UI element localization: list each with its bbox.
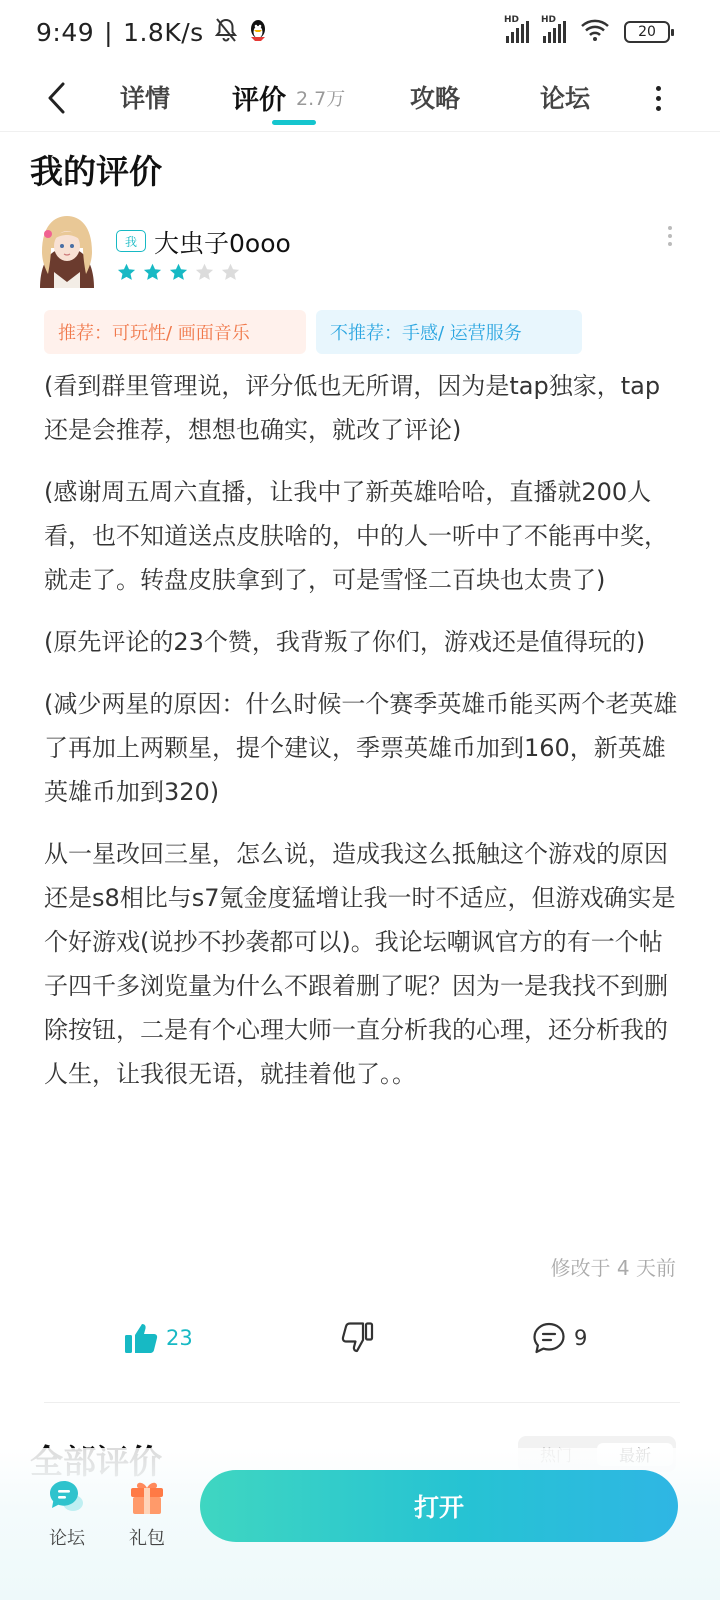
star-rating — [116, 262, 241, 283]
tab-forum[interactable]: 论坛 — [540, 84, 591, 113]
review-body — [44, 364, 680, 1114]
mute-bell-icon — [214, 17, 238, 47]
username[interactable]: 大虫子0ooo — [154, 229, 291, 258]
review-paragraph: (原先评论的23个赞，我背叛了你们，游戏还是值得玩的) — [44, 628, 646, 656]
top-navigation — [0, 64, 720, 132]
bottom-bar — [0, 1448, 720, 1600]
star-filled-icon — [168, 262, 189, 283]
comment-button[interactable] — [532, 1322, 587, 1354]
tab-reviews-label: 评价 — [232, 84, 286, 116]
forum-label: 论坛 — [49, 1528, 85, 1549]
thumbs-down-icon — [340, 1322, 374, 1354]
gift-label: 礼包 — [129, 1528, 165, 1549]
modified-time: 修改于 4 天前 — [550, 1256, 676, 1280]
forum-chat-icon — [48, 1478, 86, 1516]
thumbs-up-icon — [124, 1322, 158, 1354]
tab-guides[interactable]: 攻略 — [410, 84, 461, 113]
network-speed: 1.8K/s — [123, 17, 204, 47]
cellular-signal-1-icon: HD — [506, 21, 529, 43]
more-options-button[interactable] — [648, 78, 668, 118]
star-filled-icon — [142, 262, 163, 283]
gift-icon — [128, 1478, 166, 1516]
star-empty-icon — [194, 262, 215, 283]
review-count: 2.7万 — [296, 87, 346, 110]
status-time: 9:49 — [36, 17, 95, 47]
dislike-button[interactable] — [340, 1322, 374, 1354]
open-app-button[interactable]: 打开 — [200, 1470, 678, 1542]
gift-button[interactable] — [112, 1478, 182, 1550]
my-review-title: 我的评价 — [30, 152, 162, 191]
not-recommend-tag: 不推荐：手感/ 运营服务 — [316, 310, 582, 354]
divider — [44, 1402, 680, 1403]
star-filled-icon — [116, 262, 137, 283]
back-button[interactable] — [36, 76, 76, 120]
review-paragraph: (减少两星的原因：什么时候一个赛季英雄币能买两个老英雄了再加上两颗星，提个建议，季票英雄币加到160，新英雄英雄币加到320) — [44, 690, 678, 806]
star-empty-icon — [220, 262, 241, 283]
review-paragraph: 从一星改回三星，怎么说，造成我这么抵触这个游戏的原因还是s8相比与s7氪金度猛增让我一时不适应，但游戏确实是个好游戏(说抄不抄袭都可以)。我论坛嘲讽官方的有一个帖子四千多浏览量为什么不跟着删了呢？因为一是我找不到删除按钮，二是有个心理大师一直分析我的心理，还分析我的人生，让我很无语，就挂着他了。。 — [44, 840, 676, 1088]
like-button[interactable] — [124, 1322, 193, 1354]
avatar[interactable] — [32, 212, 102, 288]
active-tab-indicator — [272, 120, 316, 125]
tab-details[interactable]: 详情 — [120, 84, 171, 113]
cellular-signal-2-icon: HD — [543, 21, 566, 43]
status-separator: | — [104, 17, 114, 47]
tab-reviews[interactable] — [232, 74, 345, 120]
status-bar — [0, 0, 720, 64]
review-more-button[interactable] — [664, 226, 676, 252]
review-paragraph: (看到群里管理说，评分低也无所谓，因为是tap独家，tap还是会推荐，想想也确实，就改了评论) — [44, 372, 661, 444]
comment-icon — [532, 1322, 566, 1354]
chevron-left-icon — [45, 81, 67, 115]
wifi-icon — [580, 18, 610, 46]
forum-button[interactable] — [32, 1478, 102, 1550]
qq-penguin-icon — [248, 18, 268, 46]
me-badge: 我 — [116, 230, 146, 252]
recommend-tag: 推荐：可玩性/ 画面音乐 — [44, 310, 306, 354]
comment-count: 9 — [574, 1326, 588, 1350]
like-count: 23 — [166, 1326, 193, 1350]
battery-indicator: 20 — [624, 21, 670, 43]
review-paragraph: (感谢周五周六直播，让我中了新英雄哈哈，直播就200人看，也不知道送点皮肤啥的，中的人一听中了不能再中奖，就走了。转盘皮肤拿到了，可是雪怪二百块也太贵了) — [44, 478, 668, 594]
